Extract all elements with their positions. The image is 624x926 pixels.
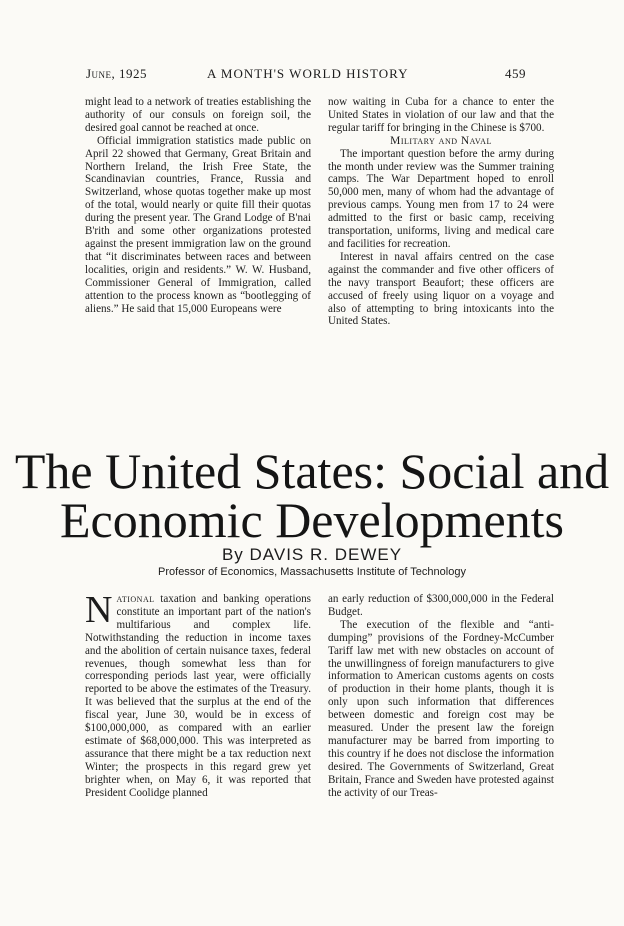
article-right-column [328,593,554,800]
byline: By DAVIS R. DEWEY [221,545,403,564]
paragraph: Interest in naval affairs centred on the case against the commander and five other officers of the navy transport Beaufort; these officers are accused of freely using liquor on a voyage and also of attempting to bring intoxicants into the United States. [328,250,554,328]
top-right-column [328,96,554,328]
paragraph-text: taxation and banking operations constitute an important part of the nation's multifarious and complex life. Notwithstanding the reduction in income taxes and the abolition of certain nuisance taxes, federal revenues, though somewhat less than for corresponding periods last year, were officially reported to be above the estimates of the Treasury. It was believed that the surplus at the end of the fiscal year, June 30, would be in excess of $100,000,000, as compared with an earlier estimate of $68,000,000. This was interpreted as assurance that there might be a tax reduction next Winter; the prospects in this regard grew yet brighter when, on May 6, it was reported that President Coolidge planned [85,593,311,799]
article-title-line-1: The United States: Social and [14,443,610,499]
header-title: A MONTH'S WORLD HISTORY [207,66,409,81]
paragraph: The execution of the flexible and “anti-dumping” provisions of the Fordney-McCumber Tariff law met with new obstacles on account of the unwillingness of foreign manufacturers to give information to American customs agents on costs of production in their home plants, though it is only upon such information that differences between domestic and foreign cost may be measured. Under the present law the foreign manufacturer may be barred from importing to this country if he does not disclose the information desired. The Governments of Switzerland, Great Britain, France and Sweden have protested against the activity of our Treas- [328,618,554,799]
paragraph: an early reduction of $300,000,000 in the Federal Budget. [328,593,554,618]
paragraph: now waiting in Cuba for a chance to enter the United States in violation of our law and that the regular tariff for bringing in the Chinese is $700. [328,96,554,134]
article-title-line-2: Economic Developments [59,492,565,548]
paragraph: Official immigration statistics made public on April 22 showed that Germany, Great Britain and Northern Ireland, the Irish Free State, the Scandinavian countries, France, Russia and Switzerland, whose quotas together make up most of the total, would nearly or quite fill their quotas during the present year. The Grand Lodge of B'nai B'rith and some other organizations protested against the present immigration law on the ground that “it discriminates between races and between localities, origin and residents.” W. W. Husband, Commissioner General of Immigration, called attention to the process known as “bootlegging of aliens.” He said that 15,000 Europeans were [85,134,311,315]
article-left-column [85,589,311,800]
paragraph: The important question before the army during the month under review was the Summer training camps. The War Department hoped to enroll 50,000 men, many of whom had the advantage of previous camps. Young men from 17 to 24 were admitted to the first or basic camp, receiving transportation, uniforms, living and medical care and facilities for recreation. [328,147,554,250]
header-date: June, 1925 [86,66,148,81]
paragraph [85,589,311,800]
page-number: 459 [505,66,526,81]
first-word: ational [116,593,155,605]
running-header [0,66,624,84]
top-left-column [85,96,311,315]
author-affiliation: Professor of Economics, Massachusetts Institute of Technology [158,566,466,578]
section-subhead: Military and Naval [390,134,492,147]
drop-cap: N [85,589,113,631]
paragraph: might lead to a network of treaties establishing the authority of our consuls on foreign soil, the desired goal cannot be reached at once. [85,96,311,134]
